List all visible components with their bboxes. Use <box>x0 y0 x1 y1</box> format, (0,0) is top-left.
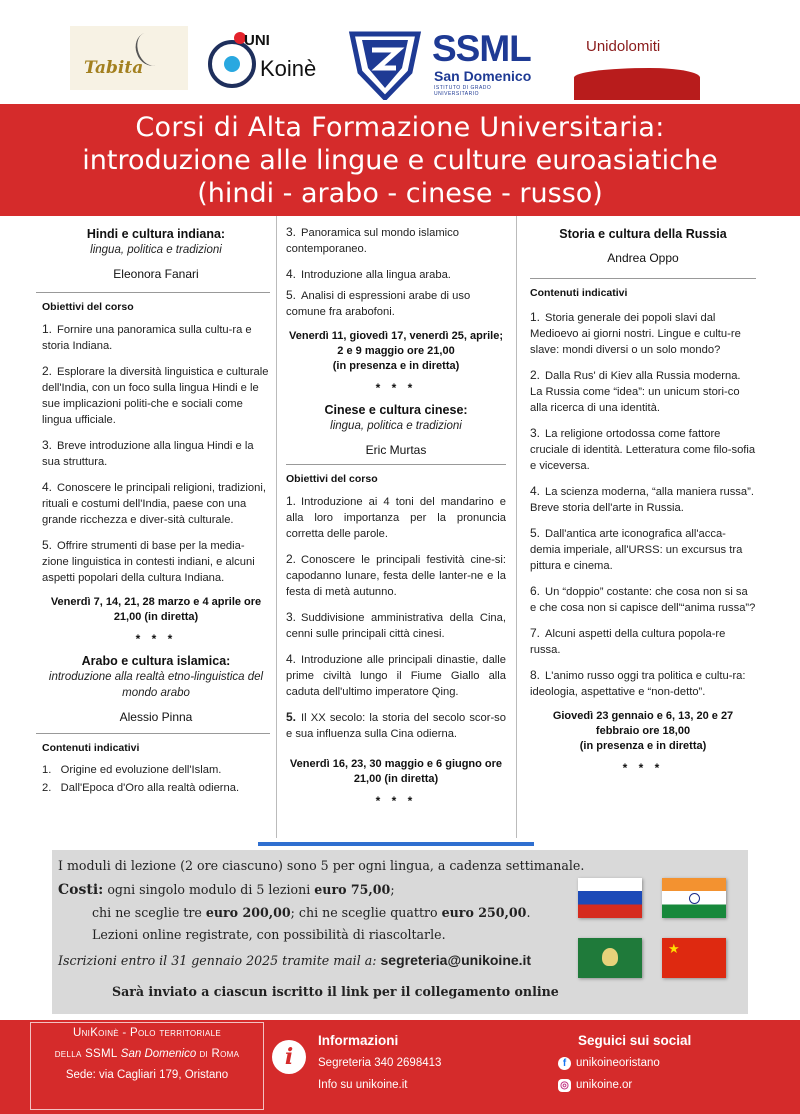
item-text: Dalla Rus' di Kiev alla Russia moderna. La Russia come “idea”: un unicum stori-co alla ricerca di una identità. <box>530 370 741 414</box>
tabita-logo-text: Tabita <box>84 58 144 78</box>
separator-stars: * * * <box>135 632 177 646</box>
modules-info: I moduli di lezione (2 ore ciascuno) sono 5 per ogni lingua, a cadenza settimanale. <box>58 858 585 873</box>
list-item <box>286 493 506 542</box>
list-item <box>42 479 270 528</box>
item-text: Offrire strumenti di base per la media-zione linguistica in contesti indiani, e alcuni aspetti popolari della cultura Indiana. <box>42 540 255 584</box>
ssml-logo <box>348 24 538 100</box>
item-number: 2. <box>42 782 52 794</box>
list-item <box>286 609 506 642</box>
item-number: 1. <box>286 494 297 508</box>
costs-three-text: chi ne sceglie tre <box>92 905 202 920</box>
instagram-icon: ◎ <box>558 1079 571 1092</box>
item-number: 3. <box>286 610 297 624</box>
footer-org-name: UniKoinè - Polo territoriale <box>73 1027 221 1039</box>
item-number: 4. <box>42 480 53 494</box>
item-number: 3. <box>530 426 541 440</box>
costs-text: ogni singolo modulo di 5 lezioni <box>107 882 311 897</box>
list-item <box>530 309 756 358</box>
teacher-arabo: Alessio Pinna <box>119 710 193 724</box>
info-box <box>52 850 748 1014</box>
item-text: Il XX secolo: la storia del secolo scor-so e sua influenza sulla Cina odierna. <box>286 712 506 740</box>
list-item <box>530 425 756 474</box>
instagram-handle: unikoine.or <box>576 1079 633 1091</box>
footer-address-box <box>30 1022 264 1110</box>
separator-stars: * * * <box>375 381 417 395</box>
item-number: 2. <box>286 552 297 566</box>
logos-bar <box>0 0 800 104</box>
costs-line-multi: chi ne sceglie tre euro 200,00; chi ne sceglie quattro euro 250,00. <box>92 905 531 920</box>
item-text: Introduzione alla lingua araba. <box>301 269 451 281</box>
ssml-logo-text: SSML <box>432 28 531 69</box>
list-item <box>42 780 270 796</box>
column-divider <box>516 216 517 838</box>
course-title-hindi: Hindi e cultura indiana: <box>86 227 226 241</box>
item-number: 2. <box>530 368 541 382</box>
item-text: Introduzione alle principali dinastie, dalle prime civiltà lungo il Fiume Giallo alla caduta dell'ultimo imperatore Qing. <box>286 654 506 698</box>
costs-four-text: ; chi ne sceglie quattro <box>290 905 438 920</box>
footer-address: Sede: via Cagliari 179, Oristano <box>65 1069 229 1081</box>
item-number: 5. <box>530 526 541 540</box>
course-dates-hindi: Venerdì 7, 14, 21, 28 marzo e 4 aprile ore 21,00 (in diretta) <box>50 596 262 623</box>
price-four: euro 250,00 <box>441 905 527 920</box>
flag-india-icon <box>662 878 726 918</box>
footer-affiliation-b: San Domenico <box>120 1048 197 1060</box>
column-right <box>530 216 756 776</box>
item-number: 1. <box>530 310 541 324</box>
item-number: 5. <box>286 710 297 724</box>
item-text: Fornire una panoramica sulla cultu-ra e storia Indiana. <box>42 324 252 352</box>
footer-info <box>318 1030 441 1096</box>
item-text: Analisi di espressioni arabe di uso comune fra arabofoni. <box>286 290 471 318</box>
section-heading: Obiettivi del corso <box>286 473 378 485</box>
flag-china-icon: ★ <box>662 938 726 978</box>
recorded-lessons-info: Lezioni online registrate, con possibilità di riascoltarle. <box>92 927 446 942</box>
enrollment-line <box>58 952 531 968</box>
instagram-link[interactable] <box>558 1074 691 1096</box>
footer-social-heading: Seguici sui social <box>578 1033 692 1048</box>
info-icon: i <box>272 1040 306 1074</box>
course-mode-arabo: (in presenza e in diretta) <box>332 360 460 372</box>
footer-affiliation-a: della SSML <box>54 1048 118 1060</box>
course-dates-russia: Giovedì 23 gennaio e 6, 13, 20 e 27 febbraio ore 18,00 <box>552 710 734 737</box>
section-heading: Obiettivi del corso <box>42 301 134 313</box>
item-number: 1. <box>42 322 53 336</box>
teacher-russia: Andrea Oppo <box>607 251 679 265</box>
unikoine-logo-top: UNI <box>244 32 270 49</box>
footer-social <box>558 1030 691 1096</box>
section-heading: Contenuti indicativi <box>530 287 628 299</box>
course-subtitle-hindi: lingua, politica e tradizioni <box>90 244 222 256</box>
item-number: 5. <box>286 288 297 302</box>
item-text: La scienza moderna, “alla maniera russa”. Breve storia dell'arte in Russia. <box>530 486 754 514</box>
facebook-icon: f <box>558 1057 571 1070</box>
title-band <box>0 104 800 216</box>
item-text: Breve introduzione alla lingua Hindi e la sua struttura. <box>42 440 254 468</box>
item-text: Storia generale dei popoli slavi dal Medioevo ai giorni nostri. Lingue e cultu-re slave: mondi diversi o un solo mondo? <box>530 312 741 356</box>
column-divider <box>276 216 277 838</box>
item-text: Panoramica sul mondo islamico contemporaneo. <box>286 227 459 255</box>
course-title-cinese: Cinese e cultura cinese: <box>324 403 468 417</box>
list-item <box>530 525 756 574</box>
tabita-logo <box>70 26 188 90</box>
course-title-arabo: Arabo e cultura islamica: <box>81 654 231 668</box>
item-number: 4. <box>286 652 297 666</box>
course-dates-arabo: Venerdì 11, giovedì 17, venerdì 25, aprile; 2 e 9 maggio ore 21,00 <box>289 330 503 357</box>
item-text: L'animo russo oggi tra politica e cultu-ra: ideologia, aspettative e “non-detto”. <box>530 670 746 698</box>
item-text: Alcuni aspetti della cultura popola-re russa. <box>530 628 726 656</box>
facebook-handle: unikoineoristano <box>576 1057 660 1069</box>
list-item <box>286 651 506 700</box>
list-item <box>530 625 756 658</box>
list-item <box>530 367 756 416</box>
list-item <box>286 287 506 320</box>
column-middle <box>286 216 506 809</box>
list-item <box>42 363 270 428</box>
unidolomiti-logo-text: Unidolomiti <box>586 38 661 55</box>
footer <box>0 1020 800 1114</box>
unikoine-logo-bottom: Koinè <box>260 56 317 81</box>
page-title-line2: introduzione alle lingue e culture euroasiatiche <box>82 145 718 176</box>
column-left <box>42 216 270 798</box>
item-number: 3. <box>286 225 297 239</box>
list-item <box>42 437 270 470</box>
item-text: La religione ortodossa come fattore cruciale di identità. Letteratura come filo-sofia e viceversa. <box>530 428 756 472</box>
course-title-russia: Storia e cultura della Russia <box>559 227 727 241</box>
teacher-cinese: Eric Murtas <box>365 443 427 457</box>
teacher-hindi: Eleonora Fanari <box>113 267 199 281</box>
list-item <box>42 762 270 778</box>
facebook-link[interactable] <box>558 1052 691 1074</box>
list-item <box>286 224 506 257</box>
footer-org-affiliation <box>31 1044 263 1065</box>
list-item <box>530 583 756 616</box>
item-text: Introduzione ai 4 toni del mandarino e alla loro importanza per la pronuncia corretta delle parole. <box>286 496 506 540</box>
list-item <box>286 709 506 742</box>
unidolomiti-logo <box>570 34 700 100</box>
ssml-shield-icon <box>348 24 422 100</box>
list-item <box>530 483 756 516</box>
item-text: Dall'antica arte iconografica all'acca-demia imperiale, all'URSS: un excursus tra pittura e cinema. <box>530 528 743 572</box>
page-title-line1: Corsi di Alta Formazione Universitaria: <box>135 112 665 143</box>
online-link-info: Sarà inviato a ciascun iscritto il link per il collegamento online <box>112 984 559 999</box>
item-text: Conoscere le principali religioni, tradizioni, rituali e costumi dell'India, paese con una grande ricchezza e diver-sità culturale. <box>42 482 266 526</box>
footer-phone[interactable]: Segreteria 340 2698413 <box>318 1057 442 1069</box>
item-text: Esplorare la diversità linguistica e culturale dell'India, con un foco sulla lingua Hindi e le sue implicazioni politi-che e sociali come lingua ufficiale. <box>42 366 269 426</box>
flag-arab-league-icon <box>578 938 642 978</box>
separator-stars: * * * <box>375 794 417 808</box>
course-subtitle-cinese: lingua, politica e tradizioni <box>330 420 462 432</box>
list-item <box>530 667 756 700</box>
item-text: Dall'Epoca d'Oro alla realtà odierna. <box>60 782 240 794</box>
enrollment-email-link[interactable]: segreteria@unikoine.it <box>380 952 532 968</box>
blue-divider <box>258 842 534 846</box>
list-item <box>286 551 506 600</box>
list-item <box>42 321 270 354</box>
item-number: 5. <box>42 538 53 552</box>
footer-website-link[interactable]: Info su unikoine.it <box>318 1079 408 1091</box>
section-heading: Contenuti indicativi <box>42 742 140 754</box>
item-number: 4. <box>286 267 297 281</box>
item-number: 6. <box>530 584 541 598</box>
course-subtitle-arabo: introduzione alla realtà etno-linguistica del mondo arabo <box>48 671 264 699</box>
footer-info-heading: Informazioni <box>318 1033 399 1048</box>
item-number: 1. <box>42 764 52 776</box>
course-dates-cinese: Venerdì 16, 23, 30 maggio e 6 giugno ore 21,00 (in diretta) <box>289 758 503 785</box>
unidolomiti-band <box>574 68 700 100</box>
price-three: euro 200,00 <box>205 905 291 920</box>
enrollment-text: Iscrizioni entro il 31 gennaio 2025 tramite mail a: <box>58 953 377 968</box>
item-text: Origine ed evoluzione dell'Islam. <box>60 764 222 776</box>
ssml-logo-smalltext: ISTITUTO DI GRADO UNIVERSITARIO <box>434 85 492 97</box>
page-title-line3: (hindi - arabo - cinese - russo) <box>197 178 603 209</box>
unikoine-logo <box>208 30 326 96</box>
separator-stars: * * * <box>622 761 664 775</box>
flag-russia-icon <box>578 878 642 918</box>
list-item <box>42 537 270 586</box>
costs-line: Costi: ogni singolo modulo di 5 lezioni euro 75,00; <box>58 882 395 898</box>
price-single: euro 75,00 <box>314 882 391 897</box>
item-text: Un “doppio” costante: che cosa non si sa e che cosa non si capisce dell'“anima russa”? <box>530 586 756 614</box>
list-item <box>286 266 506 283</box>
item-number: 4. <box>530 484 541 498</box>
item-text: Suddivisione amministrativa della Cina, cenni sulle principali città cinesi. <box>286 612 506 640</box>
costs-label: Costi: <box>58 882 104 898</box>
flags-group <box>574 874 744 1002</box>
item-number: 2. <box>42 364 53 378</box>
footer-affiliation-c: di Roma <box>199 1048 240 1060</box>
item-number: 8. <box>530 668 541 682</box>
course-mode-russia: (in presenza e in diretta) <box>579 740 707 752</box>
item-number: 3. <box>42 438 53 452</box>
ssml-logo-subtext: San Domenico <box>434 68 532 84</box>
item-number: 7. <box>530 626 541 640</box>
item-text: Conoscere le principali festività cine-si: capodanno lunare, festa delle lanter-ne e la festa di metà autunno. <box>286 554 506 598</box>
